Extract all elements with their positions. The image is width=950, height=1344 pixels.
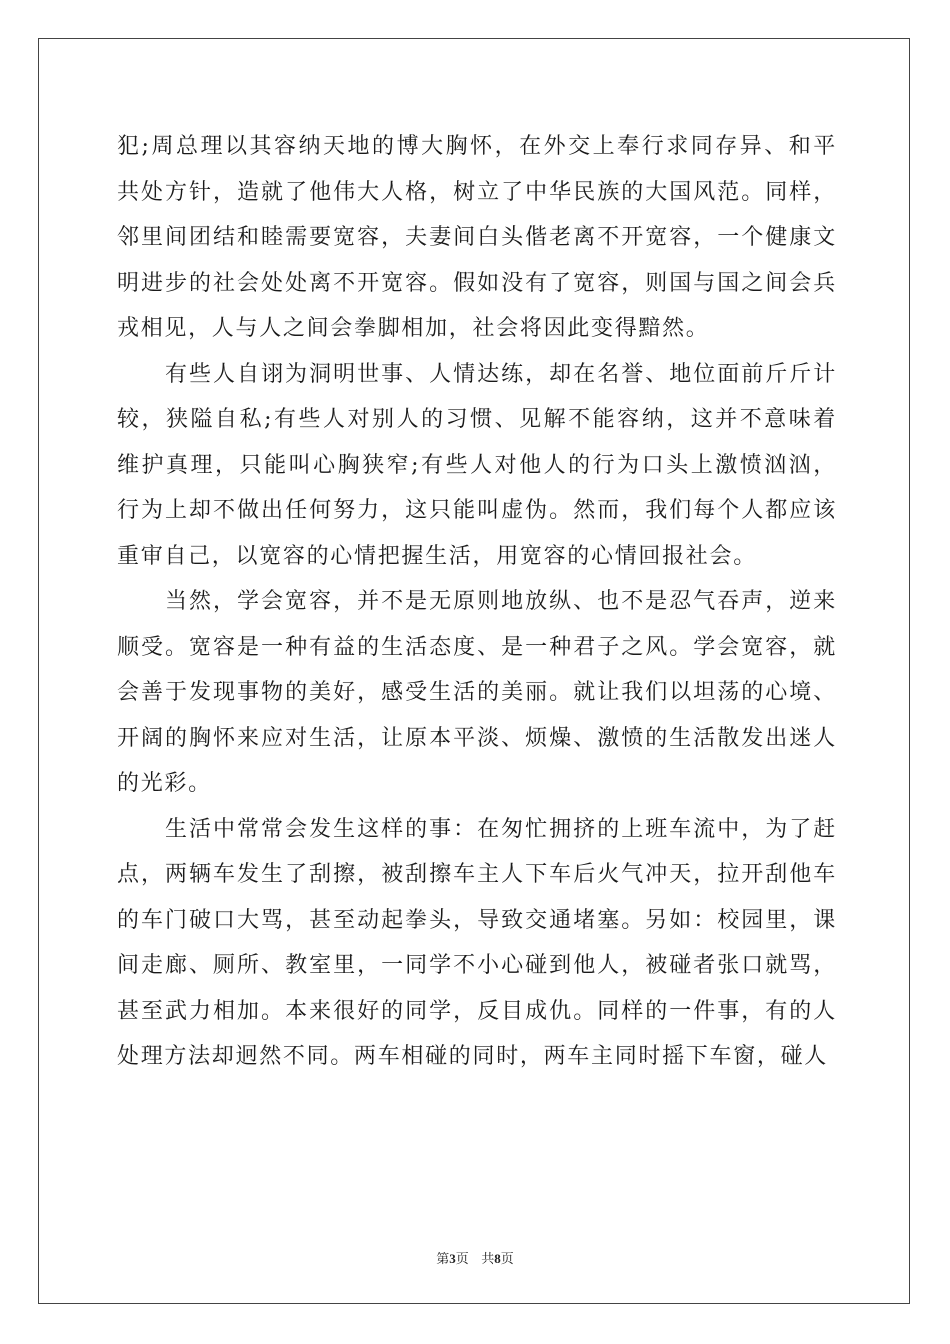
footer-total-pages: 8 (494, 1251, 501, 1266)
footer-prefix: 第 (436, 1252, 450, 1267)
paragraph-4: 生活中常常会发生这样的事：在匆忙拥挤的上班车流中，为了赶点，两辆车发生了刮擦，被刮擦车主人下车后火气冲天，拉开刮他车的车门破口大骂，甚至动起拳头，导致交通堵塞。另如：校园里，课间走廊、厕所、教室里，一同学不小心碰到他人，被碰者张口就骂，甚至武力相加。本来很好的同学，反目成仇。同样的一件事，有的人处理方法却迥然不同。两车相碰的同时，两车主同时摇下车窗，碰人 (117, 816, 837, 1069)
footer-current-page: 3 (449, 1251, 456, 1266)
paragraph-1: 犯;周总理以其容纳天地的博大胸怀，在外交上奉行求同存异、和平共处方针，造就了他伟大人格，树立了中华民族的大国风范。同样，邻里间团结和睦需要宽容，夫妻间白头偕老离不开宽容，一个健康文明进步的社会处处离不开宽容。假如没有了宽容，则国与国之间会兵戎相见，人与人之间会拳脚相加，社会将因此变得黯然。 (117, 134, 837, 341)
footer-total-unit: 页 (500, 1252, 514, 1267)
document-body (117, 124, 837, 1080)
page-footer (0, 1248, 950, 1267)
footer-page-unit: 页 (455, 1252, 469, 1267)
footer-total-prefix: 共 (481, 1252, 495, 1267)
paragraph-3: 当然，学会宽容，并不是无原则地放纵、也不是忍气吞声，逆来顺受。宽容是一种有益的生活态度、是一种君子之风。学会宽容，就会善于发现事物的美好，感受生活的美丽。就让我们以坦荡的心境、开阔的胸怀来应对生活，让原本平淡、烦燥、激愤的生活散发出迷人的光彩。 (117, 589, 837, 796)
paragraph-2: 有些人自诩为洞明世事、人情达练，却在名誉、地位面前斤斤计较，狭隘自私;有些人对别人的习惯、见解不能容纳，这并不意味着维护真理，只能叫心胸狭窄;有些人对他人的行为口头上激愤汹汹，行为上却不做出任何努力，这只能叫虚伪。然而，我们每个人都应该重审自己，以宽容的心情把握生活，用宽容的心情回报社会。 (117, 361, 837, 569)
